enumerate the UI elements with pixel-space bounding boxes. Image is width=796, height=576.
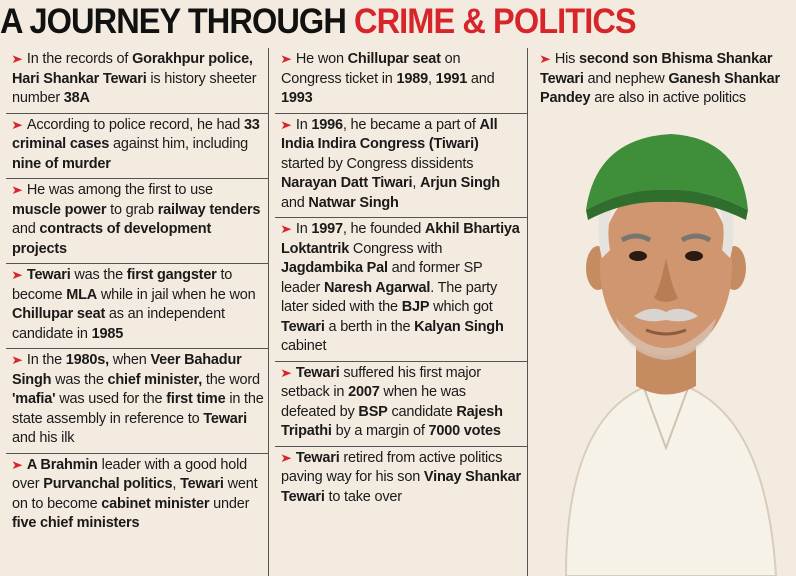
fact-highlight: Tewari	[26, 267, 71, 283]
fact-text: In	[295, 116, 312, 133]
fact-item	[534, 48, 792, 113]
column-2	[275, 48, 528, 576]
fact-highlight: Natwar Singh	[308, 194, 399, 211]
fact-highlight: Kalyan Singh	[414, 318, 504, 335]
fact-text: He was among the first to use	[26, 182, 213, 198]
fact-text: and	[12, 221, 40, 237]
fact-text: in the state assembly in reference to	[12, 391, 264, 427]
fact-text: , he founded	[342, 221, 425, 237]
fact-highlight: Gorakhpur police, Hari Shankar Tewari	[12, 51, 253, 87]
fact-text: a berth in the	[324, 318, 415, 335]
fact-highlight: Tewari	[295, 364, 340, 381]
fact-highlight: cabinet minister	[101, 495, 210, 512]
fact-item	[6, 179, 268, 264]
fact-highlight: chief minister,	[107, 371, 203, 388]
fact-item	[6, 454, 268, 538]
fact-item	[275, 114, 527, 219]
fact-text: by a margin of	[331, 423, 429, 439]
fact-text: suffered his first major setback in	[281, 364, 481, 400]
fact-highlight: 38A	[63, 90, 90, 106]
fact-text: , he became a part of	[342, 116, 480, 133]
fact-text: as an independent candidate in	[12, 306, 225, 342]
fact-text: ,	[412, 175, 420, 191]
fact-text: when he was defeated by	[281, 384, 466, 420]
fact-highlight: Rajesh Tripathi	[281, 403, 503, 439]
headline-part2: CRIME & POLITICS	[354, 2, 636, 41]
red-arrow-icon: ➤	[280, 117, 292, 132]
red-arrow-icon: ➤	[11, 183, 23, 197]
red-arrow-icon: ➤	[280, 365, 292, 380]
fact-highlight: first time	[166, 391, 226, 407]
fact-highlight: second son Bhisma Shankar Tewari	[540, 51, 773, 87]
fact-text: and	[467, 70, 495, 87]
fact-highlight: 2007	[348, 384, 380, 400]
fact-highlight: contracts of development projects	[12, 221, 212, 257]
fact-highlight: Jagdambika Pal	[281, 260, 388, 276]
fact-text: when	[108, 352, 151, 368]
fact-item	[275, 362, 527, 447]
fact-text: under	[209, 495, 250, 512]
fact-highlight: All India Indira Congress (Tiwari)	[281, 116, 498, 152]
fact-text: to take over	[324, 488, 402, 505]
fact-highlight: nine of murder	[12, 155, 111, 172]
fact-highlight: 1997	[311, 221, 343, 237]
fact-highlight: Ganesh Shankar Pandey	[540, 70, 780, 106]
fact-text: candidate	[387, 403, 457, 420]
fact-highlight: 7000 votes	[428, 423, 501, 439]
fact-item	[6, 349, 268, 454]
red-arrow-icon: ➤	[280, 52, 292, 66]
fact-highlight: Chillupar seat	[347, 51, 441, 67]
fact-text: He won	[295, 51, 348, 67]
fact-text: the word	[202, 371, 260, 388]
fact-highlight: Tewari	[281, 318, 325, 335]
fact-text: went on to become	[12, 476, 258, 512]
fact-text: was the	[70, 267, 127, 283]
fact-highlight: 1985	[91, 325, 124, 342]
fact-highlight: Tewari	[203, 410, 247, 427]
red-arrow-icon: ➤	[11, 268, 23, 282]
fact-highlight: railway tenders	[157, 201, 261, 218]
fact-text: and former SP leader	[281, 260, 483, 296]
fact-text: cabinet	[281, 338, 327, 354]
fact-highlight: Vinay Shankar Tewari	[281, 469, 521, 505]
fact-text: retired from active politics paving way for his son	[281, 449, 503, 485]
fact-highlight: 33 criminal cases	[12, 116, 260, 152]
fact-highlight: five chief ministers	[12, 515, 140, 531]
fact-text: . The party later sided with the	[281, 279, 498, 315]
fact-highlight: Tewari	[180, 476, 224, 492]
fact-highlight: Naresh Agarwal	[323, 279, 431, 296]
column-1	[6, 48, 269, 576]
fact-text: to become	[12, 267, 233, 303]
fact-highlight: first gangster	[126, 267, 217, 283]
fact-text: to grab	[106, 201, 158, 218]
fact-text: and	[281, 194, 309, 211]
headline	[0, 0, 740, 44]
fact-text: According to police record, he had	[26, 116, 244, 133]
fact-text: on Congress ticket in	[281, 51, 461, 87]
fact-highlight: 1991	[435, 70, 468, 87]
fact-text: was used for the	[55, 391, 167, 407]
fact-text: Congress with	[349, 240, 443, 257]
fact-text: ,	[172, 476, 181, 492]
fact-highlight: Narayan Datt Tiwari	[281, 175, 413, 191]
fact-highlight: 1989	[396, 70, 428, 87]
fact-text: against him, including	[109, 136, 249, 152]
red-arrow-icon: ➤	[11, 117, 23, 132]
fact-highlight: Arjun Singh	[420, 175, 500, 191]
fact-highlight: 1980s,	[65, 352, 109, 368]
fact-text: ,	[427, 70, 436, 87]
red-arrow-icon: ➤	[11, 457, 23, 472]
fact-text: In the records of	[26, 51, 133, 67]
fact-text: In	[295, 221, 312, 237]
fact-text: and nephew	[583, 70, 669, 87]
fact-item	[275, 447, 527, 512]
fact-highlight: 1996	[311, 116, 343, 133]
fact-item	[275, 218, 527, 362]
red-arrow-icon: ➤	[280, 222, 292, 236]
fact-highlight: Chillupar seat	[12, 306, 106, 322]
fact-text: leader with a good hold over	[12, 456, 248, 492]
fact-highlight: Purvanchal politics	[43, 476, 173, 492]
fact-item	[6, 264, 268, 349]
fact-highlight: muscle power	[12, 201, 107, 218]
red-arrow-icon: ➤	[280, 450, 292, 465]
fact-highlight: A Brahmin	[26, 456, 98, 473]
fact-highlight: 1993	[281, 90, 313, 106]
fact-text: In the	[26, 352, 66, 368]
fact-highlight: 'mafia'	[12, 391, 56, 407]
fact-highlight: BJP	[401, 299, 430, 315]
red-arrow-icon: ➤	[11, 52, 23, 66]
fact-item	[6, 114, 268, 180]
fact-highlight: Akhil Bhartiya Loktantrik	[281, 221, 520, 257]
fact-text: was the	[51, 371, 108, 388]
fact-text: His	[554, 51, 580, 67]
fact-item	[6, 48, 268, 114]
fact-text: and his ilk	[12, 430, 75, 446]
fact-item	[275, 48, 527, 114]
fact-text: are also in active politics	[590, 90, 746, 106]
fact-text: while in jail when he won	[97, 286, 256, 303]
fact-highlight: MLA	[66, 286, 98, 303]
fact-highlight: BSP	[358, 403, 388, 420]
fact-highlight: Veer Bahadur Singh	[12, 352, 242, 388]
fact-text: which got	[429, 299, 493, 315]
headline-part1: A JOURNEY THROUGH	[0, 2, 355, 41]
red-arrow-icon: ➤	[11, 353, 23, 367]
red-arrow-icon: ➤	[539, 52, 551, 66]
fact-highlight: Tewari	[295, 449, 340, 466]
fact-text: is history sheeter number	[12, 70, 257, 106]
portrait-photo	[536, 118, 796, 576]
fact-text: started by Congress dissidents	[281, 155, 474, 172]
